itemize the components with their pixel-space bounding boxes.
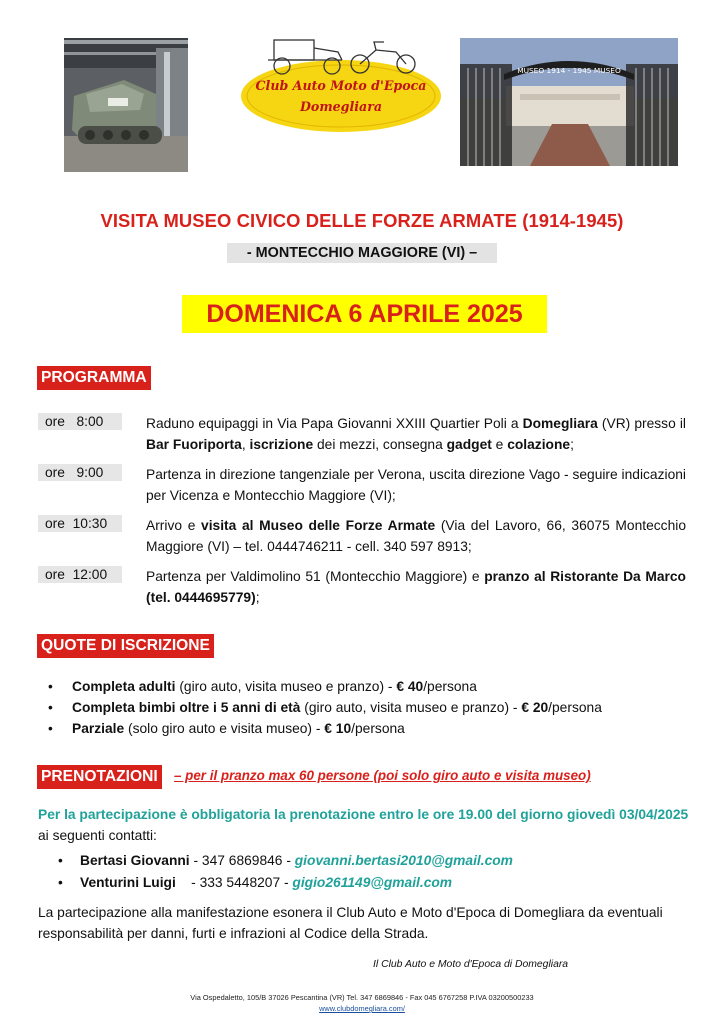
list-item: • Completa adulti (giro auto, visita museo e pranzo) - € 40/persona: [48, 676, 688, 697]
footer-address: Via Ospedaletto, 105/B 37026 Pescantina (VR) Tel. 347 6869846 - Fax 045 6767258 P.IVA 03200500233: [190, 993, 534, 1002]
prenotazioni-heading: PRENOTAZIONI: [37, 765, 162, 789]
program-time: ore 10:30: [38, 515, 122, 532]
signature: Il Club Auto e Moto d'Epoca di Domegliara: [373, 959, 569, 970]
page-subtitle: - MONTECCHIO MAGGIORE (VI) –: [227, 243, 497, 263]
program-desc: Raduno equipaggi in Via Papa Giovanni XXIII Quartier Poli a Domegliara (VR) presso il Bar Fuoriporta, iscrizione dei mezzi, consegna gadget e colazione;: [146, 416, 686, 452]
email-link[interactable]: giovanni.bertasi2010@gmail.com: [294, 853, 513, 868]
logo-line2: Domegliara: [300, 99, 382, 114]
contact-item: • Bertasi Giovanni - 347 6869846 - giovanni.bertasi2010@gmail.com: [58, 850, 698, 872]
program-time: ore 12:00: [38, 566, 122, 583]
club-logo: [238, 34, 444, 134]
email-link[interactable]: gigio261149@gmail.com: [292, 875, 453, 890]
list-item: • Parziale (solo giro auto e visita museo) - € 10/persona: [48, 718, 688, 739]
programma-heading: PROGRAMMA: [37, 366, 151, 390]
list-item: • Completa bimbi oltre i 5 anni di età (giro auto, visita museo e pranzo) - € 20/persona: [48, 697, 688, 718]
tank-photo: [64, 38, 188, 172]
event-date: DOMENICA 6 APRILE 2025: [182, 295, 547, 333]
bullet-icon: •: [48, 721, 53, 736]
prenotazioni-note: – per il pranzo max 60 persone (poi solo giro auto e visita museo): [174, 768, 591, 783]
program-desc: Partenza per Valdimolino 51 (Montecchio Maggiore) e pranzo al Ristorante Da Marco (tel. 0444695779);: [146, 569, 686, 605]
footer-website-link[interactable]: www.clubdomegliara.com/: [319, 1004, 405, 1013]
program-desc: Arrivo e visita al Museo delle Forze Armate (Via del Lavoro, 66, 36075 Montecchio Maggiore (VI) – tel. 0444746211 - cell. 340 597 8913;: [146, 518, 686, 554]
bullet-icon: •: [58, 875, 63, 890]
bullet-icon: •: [48, 679, 53, 694]
museum-sign-text: MUSEO 1914 - 1945 MUSEO: [517, 66, 621, 75]
bullet-icon: •: [48, 700, 53, 715]
program-desc: Partenza in direzione tangenziale per Verona, uscita direzione Vago - seguire indicazioni per Vicenza e Montecchio Maggiore (VI);: [146, 467, 686, 503]
disclaimer: La partecipazione alla manifestazione esonera il Club Auto e Moto d'Epoca di Domegliara da eventuali responsabilità per danni, furti e infrazioni al Codice della Strada.: [38, 905, 663, 941]
logo-line1: Club Auto Moto d'Epoca: [255, 78, 427, 93]
prenotazioni-text: Per la partecipazione è obbligatoria la prenotazione entro le ore 19.00 del giorno giovedì 03/04/2025 ai seguenti contatti:: [38, 807, 689, 843]
museum-gate-photo: [460, 38, 678, 166]
quote-heading: QUOTE DI ISCRIZIONE: [37, 634, 214, 658]
contact-list: [58, 850, 698, 894]
program-time: ore 8:00: [38, 413, 122, 430]
quote-list: [48, 676, 688, 739]
contact-item: • Venturini Luigi - 333 5448207 - gigio261149@gmail.com: [58, 872, 698, 894]
program-time: ore 9:00: [38, 464, 122, 481]
page-title: VISITA MUSEO CIVICO DELLE FORZE ARMATE (1914-1945): [100, 210, 624, 231]
bullet-icon: •: [58, 853, 63, 868]
